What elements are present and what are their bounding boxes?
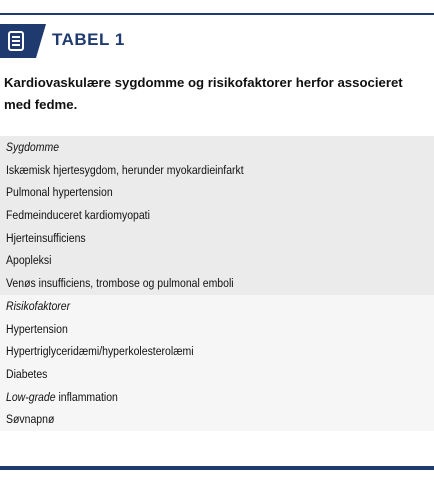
table-row: Hypertension [6, 321, 68, 336]
top-rule [0, 13, 434, 15]
table-title: TABEL 1 [52, 30, 125, 49]
section-diseases [0, 136, 434, 295]
table-row: Fedmeinduceret kardiomyopati [6, 208, 150, 223]
table-caption: Kardiovaskulære sygdomme og risikofaktorer herfor associeret med fedme. [4, 75, 403, 112]
document-list-icon [0, 24, 46, 58]
table-header [0, 24, 434, 58]
table-row [0, 386, 373, 409]
table-row: Søvnapnø [6, 412, 55, 427]
table-row: Apopleksi [6, 253, 52, 268]
section-heading: Risikofaktorer [6, 298, 71, 313]
section-heading: Sygdomme [6, 140, 60, 154]
section-risk-factors [0, 295, 434, 431]
table-row: Pulmonal hypertension [6, 185, 113, 200]
bottom-rule [0, 466, 434, 470]
table-badge [0, 24, 46, 58]
table-row: Hjerteinsufficiens [6, 230, 86, 245]
data-table [0, 136, 434, 431]
table-row: Diabetes [6, 366, 48, 381]
table-row: Venøs insufficiens, trombose og pulmonal emboli [6, 276, 234, 291]
inflammation-rest: inflammation [55, 389, 118, 404]
inflammation-italic: Low-grade [6, 389, 56, 404]
table-row: Iskæmisk hjertesygdom, herunder myokardieinfarkt [6, 162, 244, 177]
table-row: Hypertriglyceridæmi/hyperkolesterolæmi [6, 344, 194, 359]
